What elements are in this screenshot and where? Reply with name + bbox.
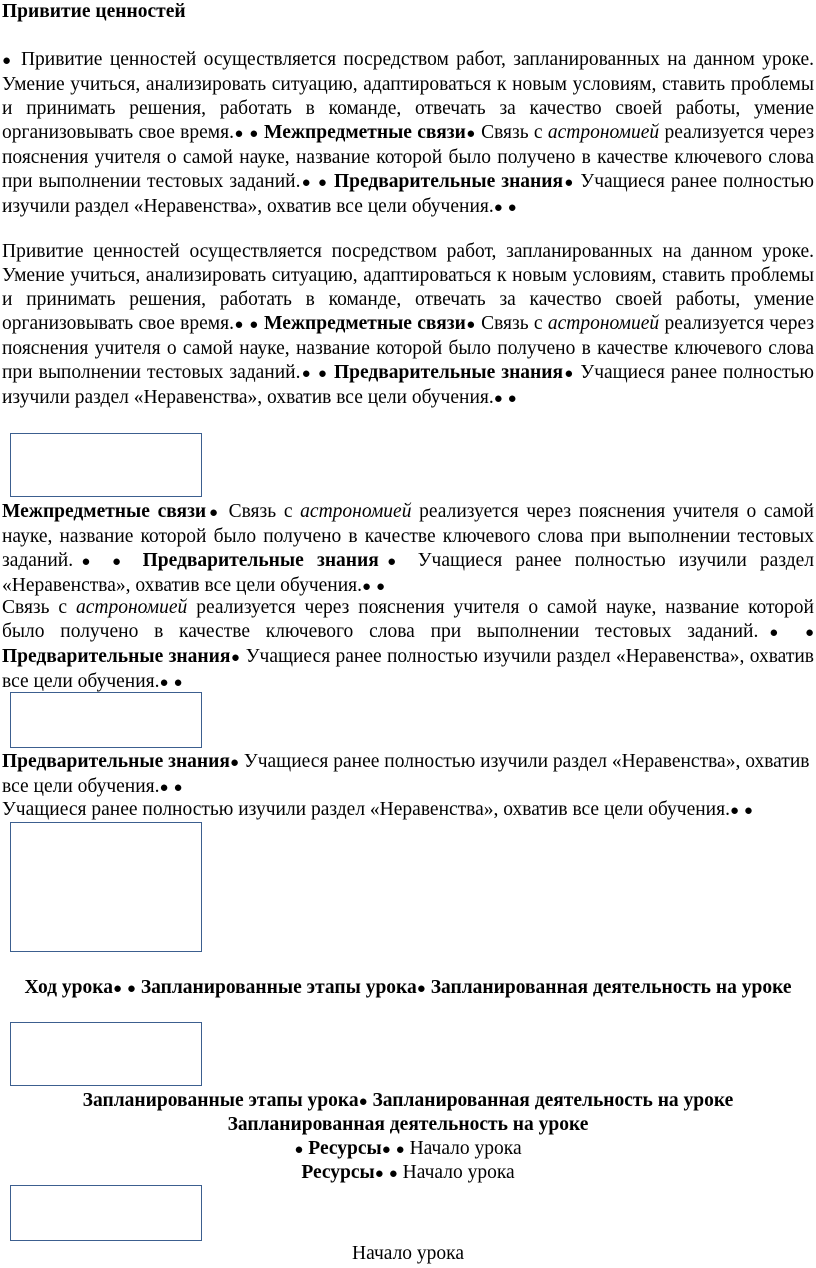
placeholder-box bbox=[10, 692, 202, 748]
heading-lesson-flow: Ход урока● ● Запланированные этапы урока● Запланированная деятельность на уроке bbox=[24, 977, 792, 998]
section-title: Привитие ценностей bbox=[2, 1, 186, 22]
placeholder-box bbox=[10, 822, 202, 952]
placeholder-box bbox=[10, 1022, 202, 1086]
resources-line-2: Ресурсы● ● Начало урока bbox=[301, 1162, 515, 1183]
paragraph-intersubject-2: Связь с астрономией реализуется через пояснения учителя о самой науке, название которой было получено в качестве ключевого слова при выполнении тестовых заданий.● ● Предварительные знания● Учащиеся ранее полностью изучили раздел «Неравенства», охватив все цели обучения.● ● bbox=[2, 597, 815, 692]
paragraph-values-1: ● Привитие ценностей осуществляется посредством работ, запланированных на данном уроке. Умение учиться, анализировать ситуацию, адаптироваться к новым условиям, ставить проблемы и принимать решения, работать в команде, отвечать за качество своей работы, умение организовывать свое время.● ● Межпредметные связи● Связь с астрономией реализуется через пояснения учителя о самой науке, название которой было получено в качестве ключевого слова при выполнении тестовых заданий.● ● Предварительные знания● Учащиеся ранее полностью изучили раздел «Неравенства», охватив все цели обучения.● ● bbox=[2, 49, 815, 217]
paragraph-prior-2: Учащиеся ранее полностью изучили раздел «Неравенства», охватив все цели обучения.● ● bbox=[2, 799, 753, 820]
paragraph-prior-1: Предварительные знания● Учащиеся ранее полностью изучили раздел «Неравенства», охватив все цели обучения.● ● bbox=[2, 751, 810, 797]
lesson-start-label: Начало урока bbox=[351, 1243, 465, 1264]
placeholder-box bbox=[10, 433, 202, 497]
paragraph-intersubject-1: Межпредметные связи● Связь с астрономией реализуется через пояснения учителя о самой науке, название которой было получено в качестве ключевого слова при выполнении тестовых заданий.● ● Предварительные знания● Учащиеся ранее полностью изучили раздел «Неравенства», охватив все цели обучения.● ● bbox=[2, 501, 814, 596]
paragraph-values-2: Привитие ценностей осуществляется посредством работ, запланированных на данном уроке. Умение учиться, анализировать ситуацию, адаптироваться к новым условиям, ставить проблемы и принимать решения, работать в команде, отвечать за качество своей работы, умение организовывать свое время.● ● Межпредметные связи● Связь с астрономией реализуется через пояснения учителя о самой науке, название которой было получено в качестве ключевого слова при выполнении тестовых заданий.● ● Предварительные знания● Учащиеся ранее полностью изучили раздел «Неравенства», охватив все цели обучения.● ● bbox=[2, 241, 815, 408]
heading-stages: Запланированные этапы урока● Запланированная деятельность на уроке bbox=[82, 1090, 734, 1111]
placeholder-box bbox=[10, 1185, 202, 1241]
heading-activity: Запланированная деятельность на уроке bbox=[227, 1114, 589, 1135]
resources-line-1: ● Ресурсы● ● Начало урока bbox=[294, 1138, 522, 1159]
